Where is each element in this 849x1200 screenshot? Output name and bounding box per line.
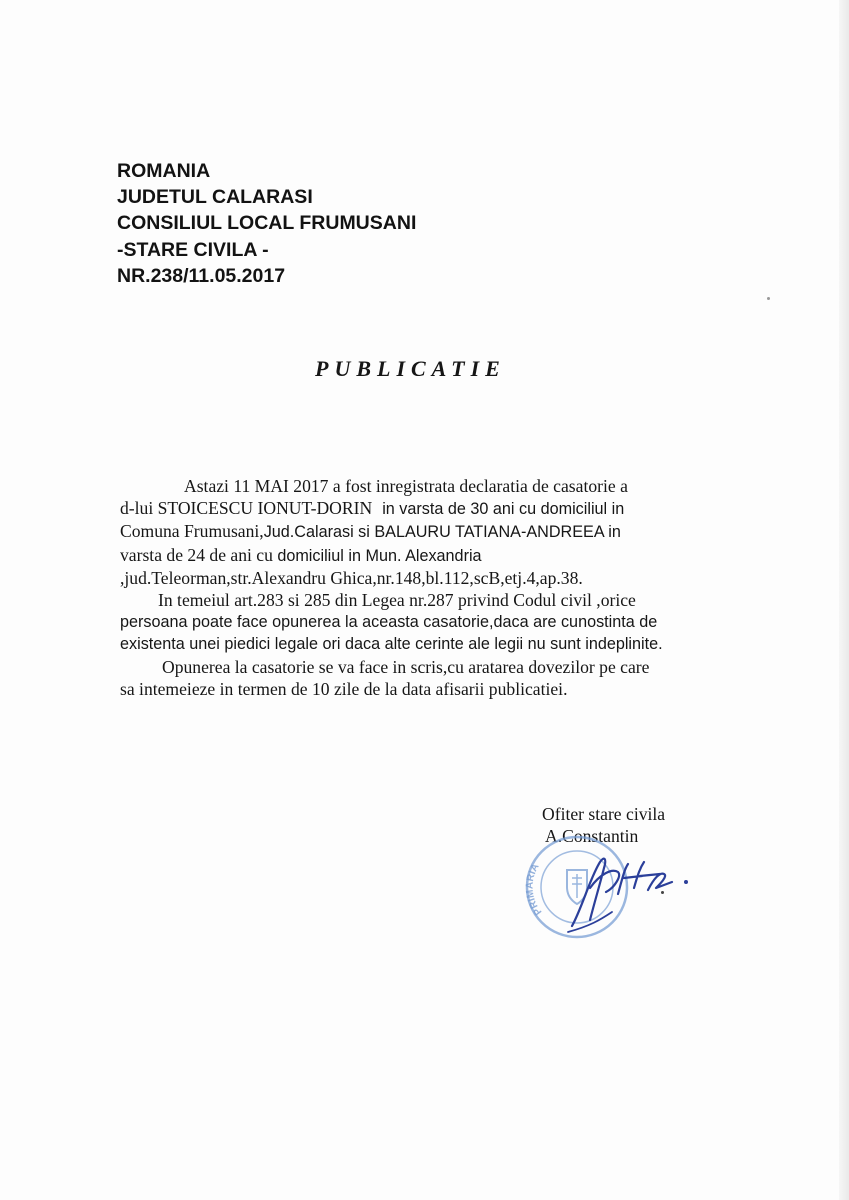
paragraph-1-line-3 [120, 520, 720, 543]
header-line-country: ROMANIA [117, 160, 211, 182]
paragraph-1-line-5: ,jud.Teleorman,str.Alexandru Ghica,nr.148,bl.112,scB,etj.4,ap.38. [120, 567, 583, 588]
document-title: PUBLICATIE [315, 356, 506, 381]
groom-age-text: in varsta de 30 ani cu domiciliul in [382, 500, 625, 519]
paragraph-1-line-1: Astazi 11 MAI 2017 a fost inregistrata declaratia de casatorie a [184, 476, 628, 496]
paragraph-2-line-3: existenta unei piedici legale ori daca alte cerinte ale legii nu sunt indeplinite. [120, 635, 663, 654]
handwritten-signature [560, 848, 700, 938]
header-line-department: -STARE CIVILA - [117, 238, 269, 261]
paragraph-1-line-4 [120, 544, 720, 567]
paragraph-3-line-1: Opunerea la casatorie se va face in scris,cu aratarea dovezilor pe care [162, 656, 650, 677]
bride-residence-text: domiciliul in Mun. Alexandria [277, 546, 482, 565]
stamp-text: PRIMARIA [524, 861, 545, 917]
paper-speck [767, 297, 770, 300]
residence-text: Comuna Frumusani, [120, 521, 264, 542]
bride-age-text: varsta de 24 de ani cu [120, 544, 278, 565]
groom-text: d-lui STOICESCU IONUT-DORIN [120, 498, 373, 519]
document-body [120, 475, 720, 700]
bride-tail-text: in [603, 523, 621, 542]
header-line-registration-number: NR.238/11.05.2017 [117, 264, 286, 287]
header-line-council: CONSILIUL LOCAL FRUMUSANI [117, 212, 417, 235]
header-line-county: JUDETUL CALARASI [117, 186, 313, 209]
officer-name: A.Constantin [545, 826, 639, 846]
paragraph-3-line-2: sa intemeieze in termen de 10 zile de la data afisarii publicatiei. [120, 678, 568, 699]
page-edge [839, 0, 849, 1200]
paragraph-1-line-2 [120, 497, 720, 520]
paragraph-2-line-1: In temeiul art.283 si 285 din Legea nr.287 privind Codul civil ,orice [158, 590, 636, 611]
document-header [117, 158, 416, 289]
officer-role: Ofiter stare civila [542, 804, 666, 824]
bride-text: Jud.Calarasi si BALAURU TATIANA-ANDREEA [263, 523, 604, 542]
paragraph-2-line-2: persoana poate face opunerea la aceasta casatorie,daca are cunostinta de [120, 613, 658, 632]
paper-speck [661, 891, 664, 894]
